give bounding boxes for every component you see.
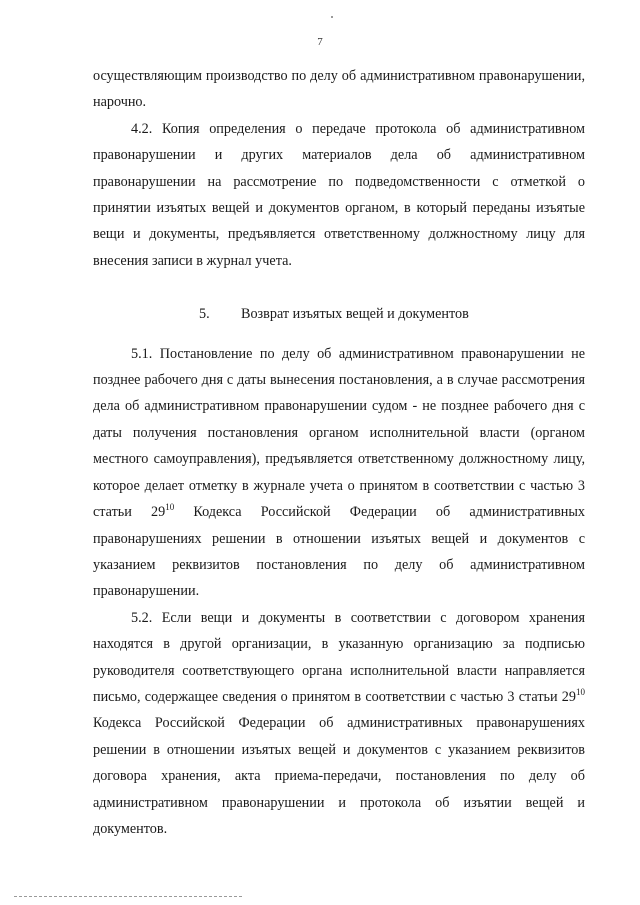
section-heading	[93, 301, 585, 327]
paragraph-5-1-text-end: Кодекса Российской Федерации об административных правонарушениях решении в отношении изъятых вещей и документов с указанием реквизитов постановления по делу об административном правонарушении.	[93, 504, 585, 600]
paragraph-5-2-text-end: Кодекса Российской Федерации об административных правонарушениях решении в отношении изъятых вещей и документов с указанием реквизитов договора хранения, акта приема-передачи, постановления по делу об административном правонарушении и протокола об изъятии вещей и документов.	[93, 715, 585, 837]
paragraph-5-2	[93, 605, 585, 843]
section-title: Возврат изъятых вещей и документов	[241, 306, 469, 323]
paragraph-5-2-text-start: 5.2. Если вещи и документы в соответствии с договором хранения находятся в другой организации, в указанную организацию за подписью руководителя соответствующего органа исполнительной власти направляется письмо, содержащее сведения о принятом в соответствии с частью 3 статьи 29	[93, 609, 585, 705]
document-body	[93, 63, 585, 842]
article-superscript: 10	[576, 686, 585, 697]
scan-artifact-dot	[331, 16, 333, 18]
page-number: 7	[317, 36, 323, 48]
footer-rule	[14, 896, 242, 897]
paragraph-4-2: 4.2. Копия определения о передаче протокола об административном правонарушении и других материалов дела об административном правонарушении на рассмотрение по подведомственности с отметкой о принятии изъятых вещей и документов органом, в который переданы изъятые вещи и документы, предъявляется ответственному должностному лицу для внесения записи в журнал учета.	[93, 120, 585, 269]
paragraph-5-1	[93, 341, 585, 605]
continuation-paragraph: осуществляющим производство по делу об административном правонарушении, нарочно.	[93, 68, 585, 111]
paragraph-5-1-text-start: 5.1. Постановление по делу об административном правонарушении не позднее рабочего дня с даты вынесения постановления, а в случае рассмотрения дела об административном правонарушении судом - не позднее рабочего дня с даты получения постановления органом исполнительной власти (органом местного самоуправления), предъявляется ответственному должностному лицу, которое делает отметку в журнале учета о принятом в соответствии с частью 3 статьи 29	[93, 345, 585, 521]
section-number: 5.	[199, 306, 210, 323]
article-superscript: 10	[165, 502, 175, 513]
